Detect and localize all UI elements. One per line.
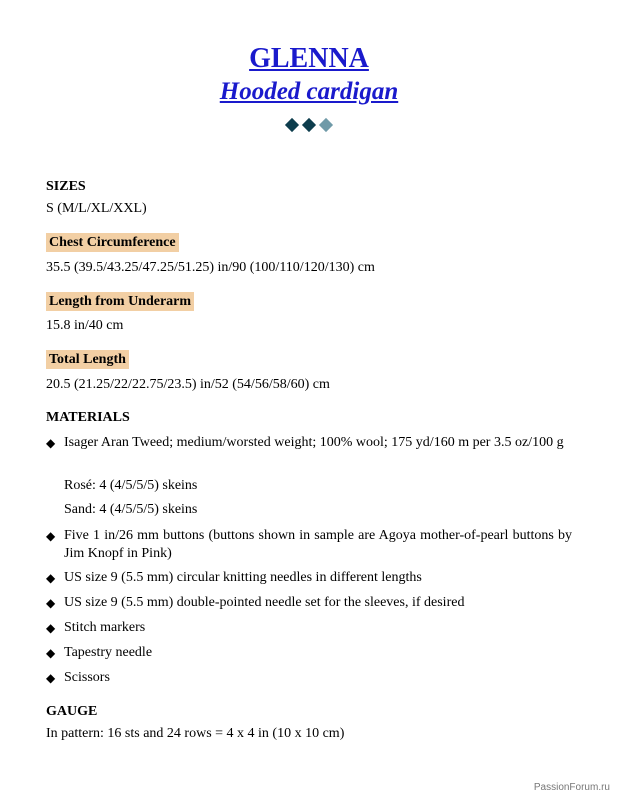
total-length-value: 20.5 (21.25/22/22.75/23.5) in/52 (54/56/58/60) cm xyxy=(46,377,330,392)
diamond-icon xyxy=(285,118,299,132)
materials-buttons-text: Five 1 in/26 mm buttons (buttons shown in sample are Agoya mother-of-pearl buttons by Jim Knopf in Pink) xyxy=(64,528,572,561)
materials-stitch-markers xyxy=(46,619,572,637)
materials-yarn-text: Isager Aran Tweed; medium/worsted weight; 100% wool; 175 yd/160 m per 3.5 oz/100 g xyxy=(64,435,564,450)
materials-tapestry-needle-text: Tapestry needle xyxy=(64,645,153,660)
diamond-ornament xyxy=(284,117,344,133)
diamond-icon xyxy=(319,118,333,132)
bullet-icon: ◆ xyxy=(46,646,56,660)
materials-yarn xyxy=(46,434,572,452)
underarm-length-value: 15.8 in/40 cm xyxy=(46,318,124,333)
materials-circular-needles xyxy=(46,569,572,587)
bullet-icon: ◆ xyxy=(46,571,56,585)
gauge-heading: GAUGE xyxy=(46,704,98,719)
chest-circumference-value: 35.5 (39.5/43.25/47.25/51.25) in/90 (100/110/120/130) cm xyxy=(46,260,375,275)
materials-scissors xyxy=(46,669,572,687)
materials-scissors-text: Scissors xyxy=(64,670,110,685)
bullet-icon: ◆ xyxy=(46,671,56,685)
materials-buttons xyxy=(46,527,572,563)
materials-tapestry-needle xyxy=(46,644,572,662)
underarm-length-label: Length from Underarm xyxy=(46,292,194,311)
sizes-heading: SIZES xyxy=(46,179,86,194)
bullet-icon: ◆ xyxy=(46,596,56,610)
watermark: PassionForum.ru xyxy=(533,782,610,793)
materials-stitch-markers-text: Stitch markers xyxy=(64,620,146,635)
chest-circumference-label: Chest Circumference xyxy=(46,233,179,252)
yarn-color-rose: Rosé: 4 (4/5/5/5) skeins xyxy=(64,478,198,493)
materials-dpn-needles-text: US size 9 (5.5 mm) double-pointed needle set for the sleeves, if desired xyxy=(64,595,465,610)
diamond-icon xyxy=(302,118,316,132)
gauge-value: In pattern: 16 sts and 24 rows = 4 x 4 in (10 x 10 cm) xyxy=(46,726,345,741)
bullet-icon: ◆ xyxy=(46,436,56,450)
yarn-color-sand: Sand: 4 (4/5/5/5) skeins xyxy=(64,502,198,517)
bullet-icon: ◆ xyxy=(46,529,56,543)
materials-circular-needles-text: US size 9 (5.5 mm) circular knitting needles in different lengths xyxy=(64,570,422,585)
total-length-label: Total Length xyxy=(46,350,129,369)
materials-dpn-needles xyxy=(46,594,572,612)
pattern-subtitle: Hooded cardigan xyxy=(219,78,399,105)
bullet-icon: ◆ xyxy=(46,621,56,635)
sizes-value: S (M/L/XL/XXL) xyxy=(46,201,147,216)
pattern-title: GLENNA xyxy=(249,43,369,74)
materials-heading: MATERIALS xyxy=(46,410,130,425)
